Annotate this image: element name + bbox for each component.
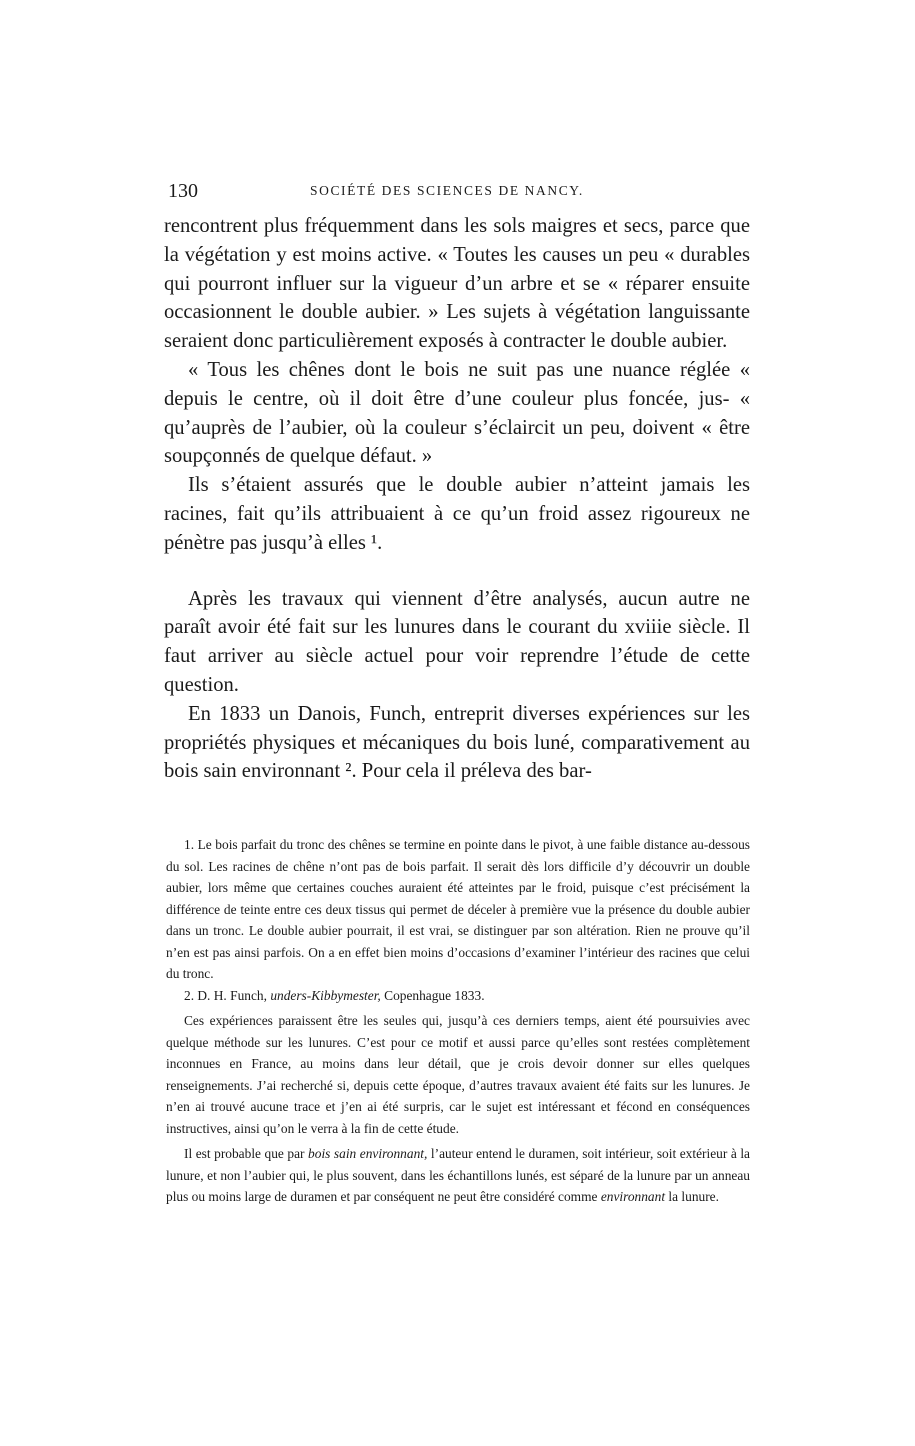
body-paragraph: Après les travaux qui viennent d’être analysés, aucun autre ne paraît avoir été fait sur les lunures dans le courant du xviiie siècle. Il faut arriver au siècle actuel pour voir reprendre l’étude de cette question. (164, 587, 750, 696)
footnote-text: l’auteur entend le duramen, soit intérieur, soit extérieur à la lunure, et non l’aubier qui, le plus souvent, dans les échantillons lunés, est séparé de la lunure par un anneau plus ou moins large de duramen et par conséquent ne peut être considéré comme (166, 1146, 750, 1204)
footnotes (166, 834, 750, 1208)
body-paragraph: En 1833 un Danois, Funch, entreprit diverses expériences sur les propriétés physiques et mécaniques du bois luné, comparativement au bois sain environnant ². Pour cela il préleva des bar- (164, 702, 750, 783)
footnote-2-paragraph (166, 1143, 750, 1208)
footnote-text: Il est probable que par (184, 1146, 305, 1161)
footnote-2 (166, 985, 750, 1007)
footnote-2-suffix: Copenhague 1833. (384, 987, 485, 1003)
footnote-1: 1. Le bois parfait du tronc des chênes se termine en pointe dans le pivot, à une faible distance au-dessous du sol. Les racines de chêne n’ont pas de bois parfait. Il serait dès lors difficile d’y découvrir un double aubier, lors même que certaines couches auraient été atteintes par le froid, puisque c’est précisément la différence de teinte entre ces deux tissus qui permet de déceler à première vue la présence du double aubier dans un tronc. Le double aubier pourrait, il est vrai, se distinguer par son altération. Rien ne prouve qu’il n’en est pas ainsi parfois. On a en effet bien moins d’occasions d’examiner l’intérieur des racines que celui du tronc. (166, 837, 750, 981)
page-number: 130 (168, 180, 198, 202)
footnote-emphasis: bois sain environnant, (308, 1146, 428, 1161)
body-paragraph: « Tous les chênes dont le bois ne suit pas une nuance réglée « depuis le centre, où il doit être d’une couleur plus foncée, jus- « qu’auprès de l’aubier, où la couleur s’éclaircit un peu, doivent « être soupçonnés de quelque défaut. » (164, 358, 750, 468)
footnote-text: la lunure. (668, 1189, 719, 1204)
footnote-2-title: unders-Kibbymester, (270, 987, 381, 1003)
page-header (168, 180, 748, 204)
main-text (164, 212, 750, 786)
body-paragraph: Ils s’étaient assurés que le double aubier n’atteint jamais les racines, fait qu’ils attribuaient à ce qu’un froid assez rigoureux ne pénètre pas jusqu’à elles ¹. (164, 474, 750, 554)
footnote-2-paragraph: Ces expériences paraissent être les seules qui, jusqu’à ces derniers temps, aient été poursuivies avec quelque méthode sur les lunures. C’est pour ce motif et aussi parce qu’elles sont restées complètement inconnues en France, au moins dans leur détail, que je crois devoir donner sur elles quelques renseignements. J’ai recherché si, depuis cette époque, d’autres travaux avaient été faits sur les lunures. Je n’en ai trouvé aucune trace et j’en ai été surpris, car le sujet est intéressant et fécond en conséquences instructives, ainsi qu’on le verra à la fin de cette étude. (166, 1013, 750, 1136)
running-title: SOCIÉTÉ DES SCIENCES DE NANCY. (310, 183, 584, 198)
footnote-2-prefix: 2. D. H. Funch, (184, 987, 267, 1003)
body-paragraph: rencontrent plus fréquemment dans les sols maigres et secs, parce que la végétation y est moins active. « Toutes les causes un peu « durables qui pourront influer sur la vigueur d’un arbre et se « réparer ensuite occasionnent le double aubier. » Les sujets à végétation languissante seraient donc particulièrement exposés à contracter le double aubier. (164, 215, 750, 353)
footnote-emphasis: environnant (600, 1189, 666, 1204)
